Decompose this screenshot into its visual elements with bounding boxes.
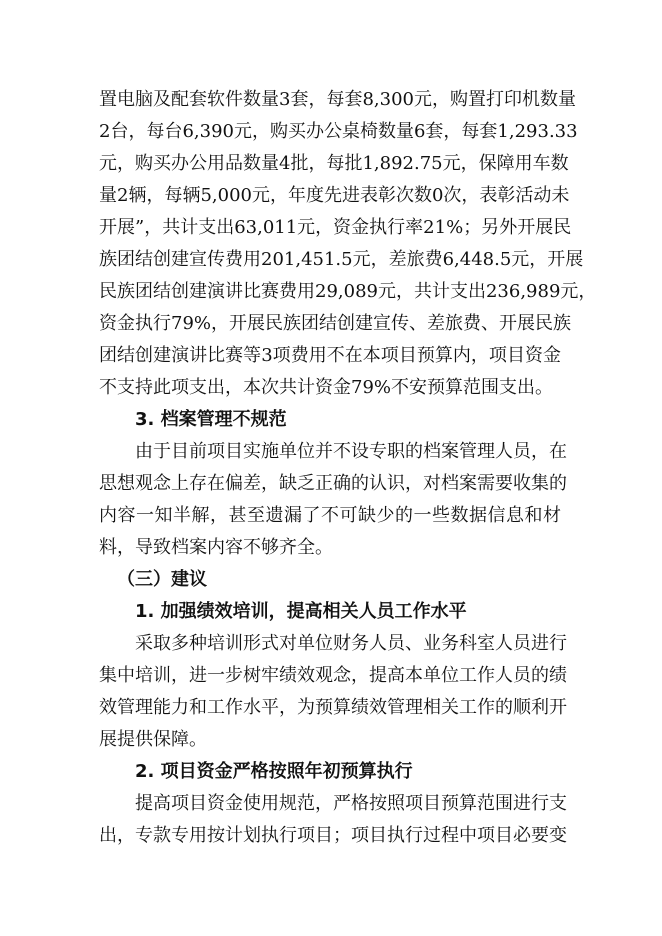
text-line: 开展”，共计支出63,011元，资金执行率21%；另外开展民 — [99, 217, 572, 238]
heading-archive-management: 3. 档案管理不规范 — [135, 409, 287, 430]
text-line: 效管理能力和工作水平，为预算绩效管理相关工作的顺利开 — [99, 697, 567, 718]
text-line: 展提供保障。 — [99, 729, 207, 750]
text-line: 提高项目资金使用规范，严格按照项目预算范围进行支 — [135, 793, 567, 814]
heading-budget-execution: 2. 项目资金严格按照年初预算执行 — [135, 761, 413, 782]
text-line: 元，购买办公用品数量4批，每批1,892.75元，保障用车数 — [99, 153, 569, 174]
text-line: 团结创建演讲比赛等3项费用不在本项目预算内，项目资金 — [99, 345, 561, 366]
text-line: 不支持此项支出，本次共计资金79%不安预算范围支出。 — [99, 377, 554, 398]
text-line: 集中培训，进一步树牢绩效观念，提高本单位工作人员的绩 — [99, 665, 567, 686]
text-line: 民族团结创建演讲比赛费用29,089元，共计支出236,989元， — [99, 281, 597, 302]
text-line: 资金执行79%，开展民族团结创建宣传、差旅费、开展民族 — [99, 313, 572, 334]
text-line: 族团结创建宣传费用201,451.5元，差旅费6,448.5元，开展 — [99, 249, 584, 270]
text-line: 思想观念上存在偏差，缺乏正确的认识，对档案需要收集的 — [99, 473, 567, 494]
text-line: 内容一知半解，甚至遗漏了不可缺少的一些数据信息和材 — [99, 505, 561, 526]
text-line: 2台，每台6,390元，购买办公桌椅数量6套，每套1,293.33 — [99, 121, 578, 142]
heading-strengthen-training: 1. 加强绩效培训，提高相关人员工作水平 — [135, 601, 467, 622]
heading-suggestions: （三）建议 — [117, 569, 207, 590]
text-line: 出，专款专用按计划执行项目；项目执行过程中项目必要变 — [99, 825, 567, 846]
text-line: 置电脑及配套软件数量3套，每套8,300元，购置打印机数量 — [99, 89, 576, 110]
text-line: 采取多种培训形式对单位财务人员、业务科室人员进行 — [135, 633, 567, 654]
text-line: 量2辆，每辆5,000元，年度先进表彰次数0次，表彰活动未 — [99, 185, 570, 206]
text-line: 由于目前项目实施单位并不设专职的档案管理人员，在 — [135, 441, 567, 462]
text-line: 料，导致档案内容不够齐全。 — [99, 537, 333, 558]
